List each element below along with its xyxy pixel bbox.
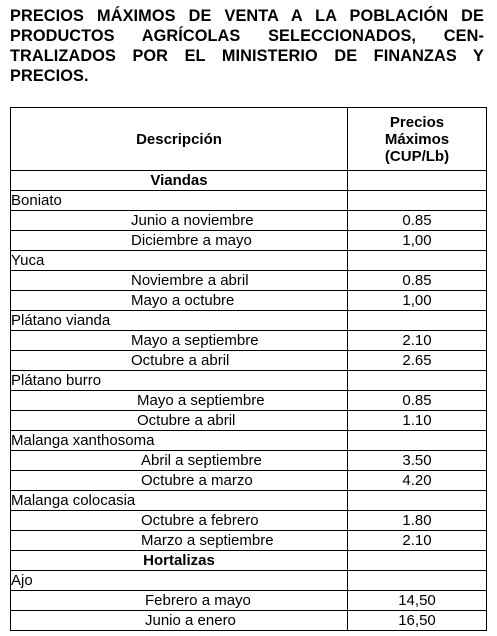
section-label: Viandas bbox=[11, 171, 348, 191]
table-row-variant bbox=[11, 211, 487, 231]
price-table bbox=[10, 107, 487, 631]
table-row-product bbox=[11, 311, 487, 331]
header-price bbox=[348, 108, 487, 171]
empty-price-cell bbox=[348, 251, 487, 271]
table-row-variant bbox=[11, 291, 487, 311]
table-row-section bbox=[11, 551, 487, 571]
product-name: Boniato bbox=[11, 191, 348, 211]
empty-price-cell bbox=[348, 571, 487, 591]
product-name: Yuca bbox=[11, 251, 348, 271]
table-row-variant bbox=[11, 271, 487, 291]
title-line: PRECIOS. bbox=[10, 67, 89, 85]
period-label: Diciembre a mayo bbox=[11, 231, 348, 251]
table-row-product bbox=[11, 431, 487, 451]
price-value: 16,50 bbox=[348, 611, 487, 631]
table-row-variant bbox=[11, 331, 487, 351]
period-label: Marzo a septiembre bbox=[11, 531, 348, 551]
empty-price-cell bbox=[348, 191, 487, 211]
header-price-line: Precios bbox=[389, 113, 445, 131]
empty-price-cell bbox=[348, 171, 487, 191]
period-label: Octubre a marzo bbox=[11, 471, 348, 491]
table-row-variant bbox=[11, 611, 487, 631]
period-label: Mayo a septiembre bbox=[11, 391, 348, 411]
period-label: Mayo a septiembre bbox=[11, 331, 348, 351]
price-value: 1.80 bbox=[348, 511, 487, 531]
title-line: PRECIOS MÁXIMOS DE VENTA A LA POBLACIÓN DE bbox=[10, 7, 484, 25]
title-line: PRODUCTOS AGRÍCOLAS SELECCIONADOS, CEN- bbox=[10, 27, 484, 45]
table-row-section bbox=[11, 171, 487, 191]
table-header-row bbox=[11, 108, 487, 171]
table-row-product bbox=[11, 191, 487, 211]
table-row-variant bbox=[11, 391, 487, 411]
price-value: 14,50 bbox=[348, 591, 487, 611]
table-row-product bbox=[11, 251, 487, 271]
table-row-variant bbox=[11, 411, 487, 431]
empty-price-cell bbox=[348, 491, 487, 511]
table-row-variant bbox=[11, 231, 487, 251]
table-row-variant bbox=[11, 591, 487, 611]
table-row-variant bbox=[11, 531, 487, 551]
header-price-line: (CUP/Lb) bbox=[384, 147, 450, 165]
period-label: Junio a enero bbox=[11, 611, 348, 631]
section-label: Hortalizas bbox=[11, 551, 348, 571]
table-row-variant bbox=[11, 451, 487, 471]
period-label: Junio a noviembre bbox=[11, 211, 348, 231]
price-value: 2.10 bbox=[348, 331, 487, 351]
price-value: 1.10 bbox=[348, 411, 487, 431]
period-label: Mayo a octubre bbox=[11, 291, 348, 311]
price-value: 1,00 bbox=[348, 231, 487, 251]
price-value: 2.65 bbox=[348, 351, 487, 371]
table-row-product bbox=[11, 491, 487, 511]
table-row-variant bbox=[11, 351, 487, 371]
document-title bbox=[10, 6, 484, 86]
price-value: 0.85 bbox=[348, 391, 487, 411]
empty-price-cell bbox=[348, 371, 487, 391]
table-row-variant bbox=[11, 511, 487, 531]
price-value: 0.85 bbox=[348, 211, 487, 231]
period-label: Octubre a abril bbox=[11, 411, 348, 431]
table-row-product bbox=[11, 571, 487, 591]
price-value: 2.10 bbox=[348, 531, 487, 551]
period-label: Noviembre a abril bbox=[11, 271, 348, 291]
table-row-product bbox=[11, 371, 487, 391]
product-name: Ajo bbox=[11, 571, 348, 591]
header-description: Descripción bbox=[11, 108, 348, 171]
header-price-line: Máximos bbox=[384, 130, 450, 148]
price-value: 0.85 bbox=[348, 271, 487, 291]
product-name: Malanga xanthosoma bbox=[11, 431, 348, 451]
empty-price-cell bbox=[348, 431, 487, 451]
period-label: Octubre a abril bbox=[11, 351, 348, 371]
period-label: Febrero a mayo bbox=[11, 591, 348, 611]
empty-price-cell bbox=[348, 311, 487, 331]
price-value: 3.50 bbox=[348, 451, 487, 471]
table-row-variant bbox=[11, 471, 487, 491]
product-name: Plátano burro bbox=[11, 371, 348, 391]
product-name: Plátano vianda bbox=[11, 311, 348, 331]
price-value: 4.20 bbox=[348, 471, 487, 491]
product-name: Malanga colocasia bbox=[11, 491, 348, 511]
period-label: Octubre a febrero bbox=[11, 511, 348, 531]
period-label: Abril a septiembre bbox=[11, 451, 348, 471]
empty-price-cell bbox=[348, 551, 487, 571]
price-value: 1,00 bbox=[348, 291, 487, 311]
title-line: TRALIZADOS POR EL MINISTERIO DE FINANZAS Y bbox=[10, 47, 484, 65]
